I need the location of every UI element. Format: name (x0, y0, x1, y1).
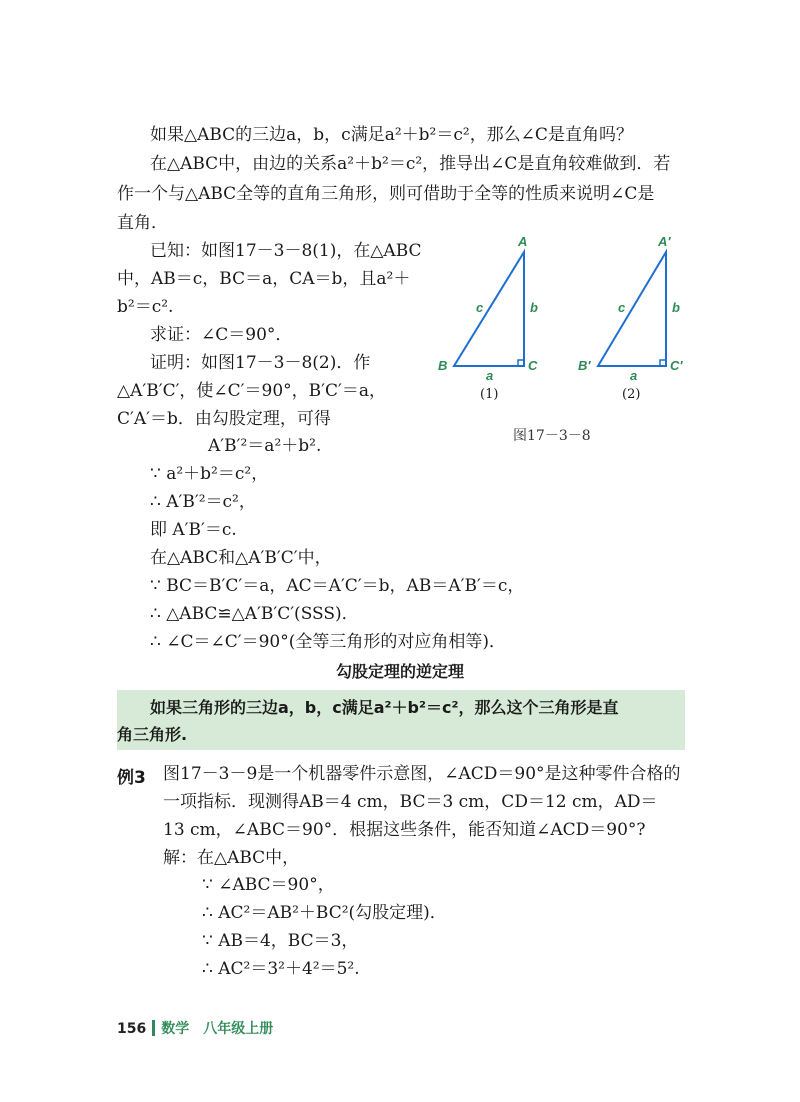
proof-line-3: C′A′＝b．由勾股定理，可得 (117, 409, 331, 429)
example-label: 例3 (117, 768, 146, 788)
side-label-b: b (530, 300, 538, 315)
example-line-1: 图17－3－9是一个机器零件示意图，∠ACD＝90°是这种零件合格的 (163, 764, 681, 784)
proof-line-7: 在△ABC和△A′B′C′中， (150, 548, 332, 568)
proof-line-5: ∴ A′B′²＝c²， (150, 492, 256, 512)
side-label-c: c (476, 300, 484, 315)
page-number: 156 (117, 1021, 147, 1037)
proof-line-4: ∵ a²＋b²＝c²， (150, 464, 269, 484)
prove-line: 求证：∠C＝90°． (150, 325, 293, 345)
given-line-3: b²＝c². (117, 297, 174, 317)
figure-17-3-8 (430, 230, 700, 410)
triangle-abc (454, 252, 524, 366)
proof-line-6: 即 A′B′＝c. (150, 520, 237, 540)
side-label-b-prime: b (672, 300, 680, 315)
proof-line-10: ∴ ∠C＝∠C′＝90°(全等三角形的对应角相等)． (150, 632, 506, 652)
example-line-2: 一项指标．现测得AB＝4 cm，BC＝3 cm，CD＝12 cm，AD＝ (163, 792, 658, 812)
para-line-1: 如果△ABC的三边a，b，c满足a²＋b²＝c²，那么∠C是直角吗？ (150, 125, 633, 145)
given-line-1: 已知：如图17－3－8(1)，在△ABC (150, 241, 422, 261)
figure-num-1: (1) (480, 387, 499, 402)
figure-num-2: (2) (622, 387, 641, 402)
solution-line-2: ∵ ∠ABC＝90°， (202, 875, 335, 895)
theorem-line-2: 角三角形. (117, 725, 188, 744)
vertex-label-c: C (528, 358, 538, 373)
given-line-2: 中，AB＝c，BC＝a，CA＝b，且a²＋ (117, 269, 411, 289)
vertex-label-a: A (518, 234, 528, 249)
solution-line-3: ∴ AC²＝AB²＋BC²(勾股定理)． (202, 903, 447, 923)
solution-line-4: ∵ AB＝4，BC＝3， (202, 931, 359, 951)
para-line-3: 作一个与△ABC全等的直角三角形，则可借助于全等的性质来说明∠C是 (117, 184, 655, 204)
side-label-a: a (486, 368, 494, 383)
vertex-label-b-prime: B′ (578, 358, 591, 373)
footer-divider (152, 1020, 155, 1036)
para-line-4: 直角． (117, 213, 168, 233)
example-line-3: 13 cm，∠ABC＝90°．根据这些条件，能否知道∠ACD＝90°? (163, 820, 646, 840)
para-line-2: 在△ABC中，由边的关系a²＋b²＝c²，推导出∠C是直角较难做到．若 (150, 154, 671, 174)
proof-equation: A′B′²＝a²＋b². (208, 436, 322, 456)
section-heading: 勾股定理的逆定理 (335, 662, 464, 681)
proof-line-8: ∵ BC＝B′C′＝a，AC＝A′C′＝b，AB＝A′B′＝c， (150, 576, 525, 596)
vertex-label-c-prime: C′ (670, 358, 683, 373)
theorem-line-1: 如果三角形的三边a，b，c满足a²＋b²＝c²，那么这个三角形是直 (150, 698, 619, 717)
proof-line-9: ∴ △ABC≌△A′B′C′(SSS)． (150, 604, 359, 624)
vertex-label-b: B (438, 358, 448, 373)
side-label-c-prime: c (618, 300, 626, 315)
side-label-a-prime: a (630, 368, 638, 383)
figure-caption: 图17－3－8 (513, 428, 591, 444)
triangle-a-b-c-prime (598, 252, 666, 366)
page-footer (117, 1018, 273, 1038)
proof-line-1: 证明：如图17－3－8(2)．作 (150, 353, 371, 373)
vertex-label-a-prime: A′ (658, 234, 671, 249)
solution-line-1: 解：在△ABC中， (163, 848, 300, 868)
book-title: 数学 八年级上册 (161, 1021, 274, 1037)
proof-line-2: △A′B′C′，使∠C′＝90°，B′C′＝a， (117, 381, 387, 401)
solution-line-5: ∴ AC²＝3²＋4²＝5². (202, 959, 360, 979)
